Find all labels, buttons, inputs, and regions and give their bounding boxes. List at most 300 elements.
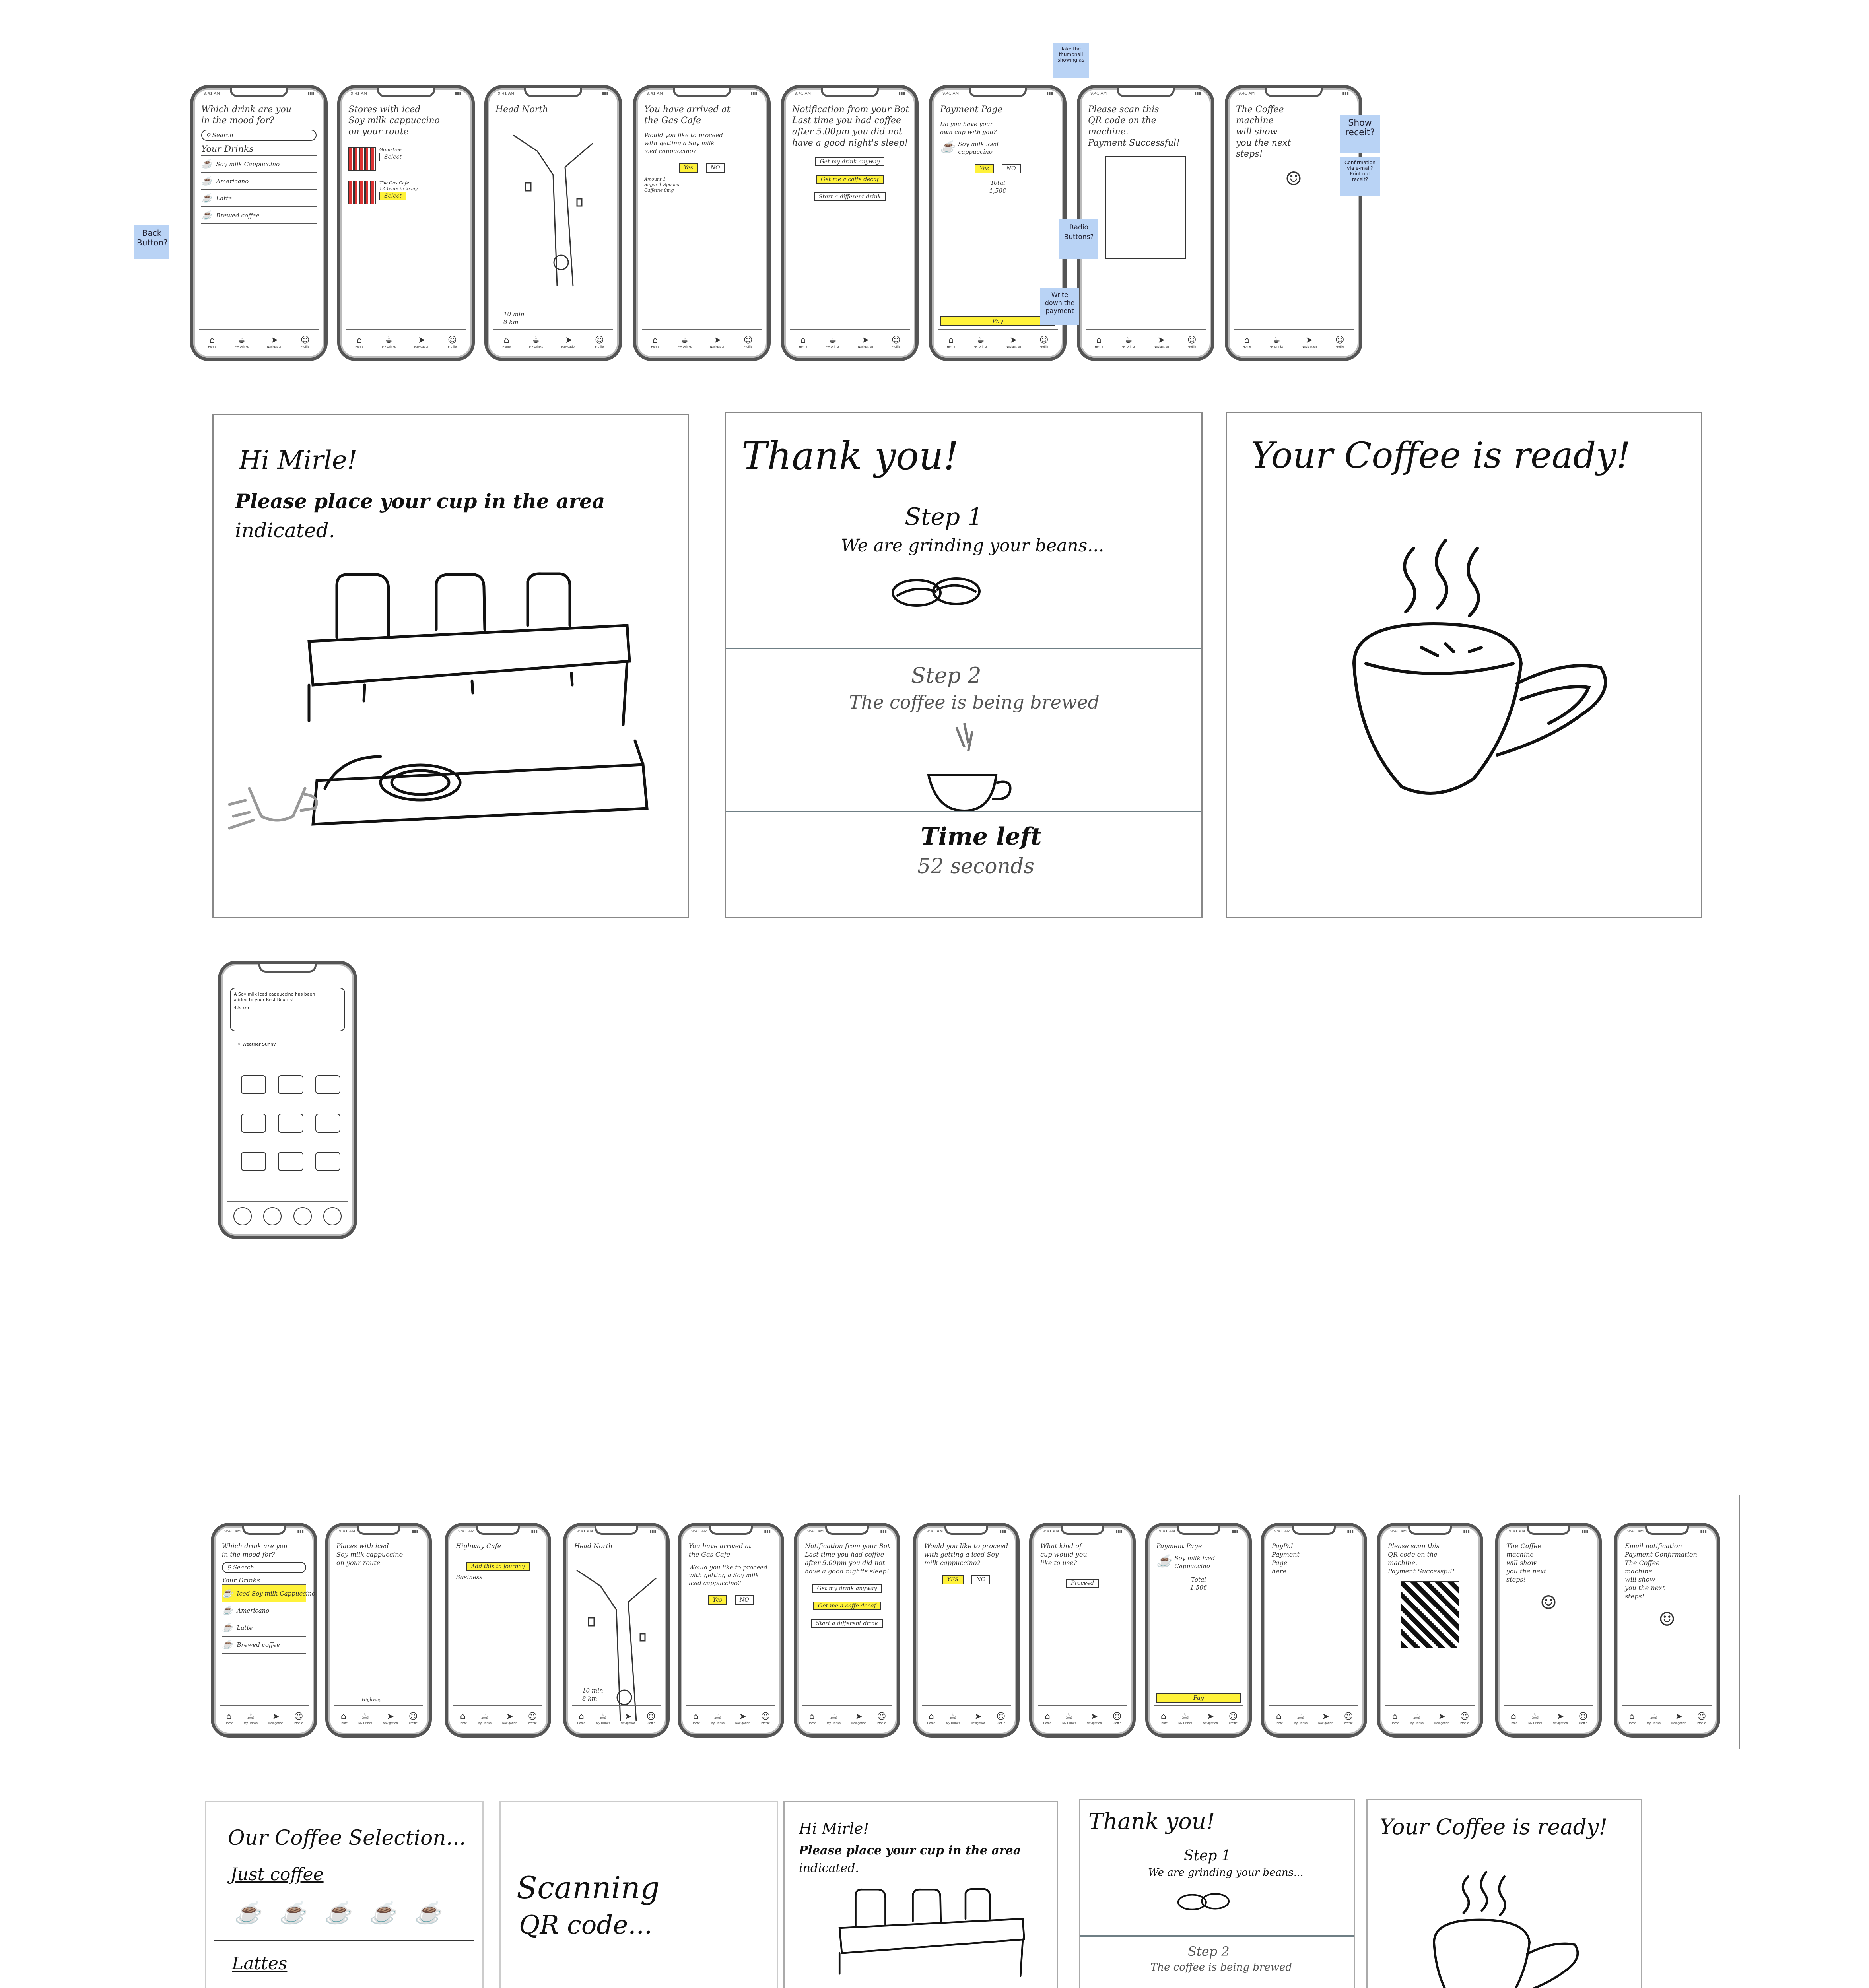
screen-text: machine. bbox=[1088, 127, 1129, 137]
step2-label: Step 2 bbox=[911, 663, 981, 688]
app-icon[interactable] bbox=[241, 1152, 266, 1171]
screen-text: QR code on the bbox=[1088, 116, 1156, 126]
nav-icon: ⌂ bbox=[1629, 1712, 1635, 1722]
nav-item[interactable] bbox=[744, 336, 753, 348]
action-button[interactable]: Add this to journey bbox=[466, 1562, 529, 1571]
nav-icon: ⌂ bbox=[356, 335, 362, 345]
ready-title: Your Coffee is ready! bbox=[1379, 1814, 1608, 1839]
screen-text: Total bbox=[1191, 1576, 1206, 1583]
nav-icon: ☕ bbox=[949, 1712, 957, 1722]
nav-label: Profile bbox=[409, 1722, 418, 1725]
nav-item[interactable] bbox=[244, 1712, 258, 1725]
nav-label: My Drinks bbox=[596, 1722, 610, 1725]
cup-icon: ☕ bbox=[222, 1623, 233, 1633]
nav-item[interactable] bbox=[1671, 1712, 1686, 1725]
battery-icon: ▮▮▮ bbox=[297, 1529, 304, 1534]
nav-item[interactable] bbox=[735, 1712, 750, 1725]
app-icon[interactable] bbox=[315, 1075, 340, 1094]
screen-text: 8 km bbox=[503, 318, 519, 326]
screen-text: with getting a Soy milk bbox=[644, 140, 715, 147]
nav-item[interactable] bbox=[973, 336, 987, 348]
nav-icon: ☺ bbox=[996, 1712, 1006, 1722]
screen-content bbox=[1088, 104, 1203, 326]
store-name: Granstree bbox=[379, 147, 402, 152]
status-time: 9:41 AM bbox=[204, 91, 220, 96]
nav-item[interactable] bbox=[1579, 1712, 1588, 1725]
cup-icon: ☕ bbox=[940, 140, 955, 154]
nav-item[interactable] bbox=[596, 1712, 610, 1725]
phone-screen-3 bbox=[445, 1523, 551, 1738]
nav-item[interactable] bbox=[826, 336, 839, 348]
nav-label: My Drinks bbox=[826, 345, 840, 348]
status-time: 9:41 AM bbox=[351, 91, 367, 96]
yes-button[interactable]: Yes bbox=[679, 163, 698, 173]
battery-icon: ▮▮▮ bbox=[764, 1529, 771, 1534]
nav-item[interactable] bbox=[528, 1712, 537, 1725]
screen-content bbox=[336, 1542, 421, 1703]
nav-item[interactable] bbox=[1460, 1712, 1469, 1725]
no-button[interactable]: NO bbox=[735, 1595, 754, 1605]
nav-item[interactable] bbox=[1121, 336, 1135, 348]
nav-item[interactable] bbox=[1159, 1712, 1168, 1725]
drink-list-item[interactable] bbox=[222, 1585, 315, 1602]
nav-label: Profile bbox=[301, 345, 310, 348]
status-time: 9:41 AM bbox=[577, 1529, 593, 1534]
nav-icon: ➤ bbox=[1556, 1712, 1564, 1722]
nav-item[interactable] bbox=[577, 1712, 585, 1725]
drink-list-item[interactable] bbox=[222, 1637, 306, 1654]
store-card[interactable] bbox=[348, 181, 464, 204]
nav-item[interactable] bbox=[877, 1712, 886, 1725]
bottom-nav bbox=[1385, 1705, 1475, 1730]
nav-item[interactable] bbox=[414, 336, 429, 348]
nav-item[interactable] bbox=[858, 336, 873, 348]
no-button[interactable]: NO bbox=[971, 1575, 991, 1584]
bottom-nav bbox=[938, 329, 1058, 354]
bottom-nav bbox=[346, 329, 466, 354]
footer-label: Highway bbox=[361, 1697, 382, 1702]
nav-item[interactable] bbox=[225, 1712, 233, 1725]
nav-item[interactable] bbox=[1269, 336, 1283, 348]
phone-screen-11 bbox=[1377, 1523, 1483, 1738]
brewing-cup-drawing bbox=[1196, 1975, 1255, 1988]
nav-item[interactable] bbox=[1039, 336, 1049, 348]
screen-text: 1,50€ bbox=[1190, 1584, 1207, 1591]
phone-screen-8 bbox=[1029, 1523, 1136, 1738]
nav-label: Profile bbox=[761, 1722, 770, 1725]
nav-icon: ☺ bbox=[761, 1712, 770, 1722]
nav-label: Navigation bbox=[561, 345, 577, 348]
nav-item[interactable] bbox=[1274, 1712, 1283, 1725]
nav-label: Navigation bbox=[970, 1722, 986, 1725]
dock-app-icon[interactable] bbox=[293, 1207, 312, 1225]
status-bar bbox=[498, 91, 608, 97]
bottom-nav bbox=[642, 329, 762, 354]
option-button[interactable]: Get me a caffe decaf bbox=[816, 175, 884, 184]
nav-item[interactable] bbox=[946, 1712, 960, 1725]
nav-label: Home bbox=[1628, 1722, 1636, 1725]
search-input[interactable]: ⚲ Search bbox=[222, 1562, 306, 1573]
status-bar bbox=[339, 1529, 418, 1535]
store-card[interactable] bbox=[348, 147, 464, 171]
nav-item[interactable] bbox=[1229, 1712, 1238, 1725]
bottom-nav bbox=[493, 329, 613, 354]
drink-list-item[interactable] bbox=[201, 173, 317, 190]
nav-label: Home bbox=[339, 1722, 348, 1725]
drink-list-item[interactable] bbox=[201, 207, 317, 224]
nav-item[interactable] bbox=[1335, 336, 1344, 348]
bottom-nav bbox=[453, 1705, 542, 1730]
ready-title: Your Coffee is ready! bbox=[1251, 435, 1631, 476]
nav-item[interactable] bbox=[267, 336, 282, 348]
nav-item[interactable] bbox=[808, 1712, 816, 1725]
status-time: 9:41 AM bbox=[1090, 91, 1107, 96]
nav-icon: ☕ bbox=[1124, 335, 1133, 345]
nav-icon: ➤ bbox=[565, 335, 573, 345]
nav-item[interactable] bbox=[301, 336, 310, 348]
nav-item[interactable] bbox=[1697, 1712, 1706, 1725]
frame-coffee-ready bbox=[1226, 412, 1702, 918]
thanks-title: Thank you! bbox=[742, 434, 959, 478]
nav-icon: ➤ bbox=[1206, 1712, 1214, 1722]
option-button[interactable]: Start a different drink bbox=[814, 192, 886, 201]
step2-text: The coffee is being brewed bbox=[1150, 1961, 1292, 1973]
yes-button[interactable]: YES bbox=[942, 1575, 964, 1584]
status-bar bbox=[204, 91, 314, 97]
nav-item[interactable] bbox=[294, 1712, 303, 1725]
nav-item[interactable] bbox=[235, 336, 249, 348]
nav-label: Profile bbox=[744, 345, 753, 348]
nav-item[interactable] bbox=[383, 1712, 398, 1725]
app-icon[interactable] bbox=[315, 1152, 340, 1171]
status-bar bbox=[1159, 1529, 1238, 1535]
nav-label: Navigation bbox=[1154, 345, 1169, 348]
nav-item[interactable] bbox=[997, 1712, 1006, 1725]
nav-icon: ⌂ bbox=[226, 1712, 232, 1722]
nav-item[interactable] bbox=[339, 1712, 348, 1725]
screen-text: you the next bbox=[1625, 1584, 1665, 1592]
nav-item[interactable] bbox=[1528, 1712, 1542, 1725]
nav-icon: ⌂ bbox=[928, 1712, 934, 1722]
drink-name: Americano bbox=[237, 1607, 270, 1614]
nav-icon: ⌂ bbox=[578, 1712, 584, 1722]
screen-text: Sugar 1 Spoons bbox=[644, 182, 680, 187]
screen-text: Head North bbox=[495, 105, 548, 115]
nav-item[interactable] bbox=[761, 1712, 770, 1725]
select-store-button[interactable]: Select bbox=[379, 192, 406, 200]
screen-text: The Coffee bbox=[1506, 1542, 1541, 1550]
nav-item[interactable] bbox=[478, 1712, 492, 1725]
app-icon[interactable] bbox=[241, 1075, 266, 1094]
nav-item[interactable] bbox=[459, 1712, 467, 1725]
phone-screen-6 bbox=[794, 1523, 900, 1738]
screen-text: will show bbox=[1236, 127, 1278, 137]
action-button[interactable]: Proceed bbox=[1066, 1579, 1099, 1588]
nav-item[interactable] bbox=[1410, 1712, 1424, 1725]
screen-text: Soy milk iced bbox=[958, 140, 999, 148]
drink-list-item[interactable] bbox=[222, 1619, 306, 1637]
store-thumbnail bbox=[348, 181, 376, 204]
nav-item[interactable] bbox=[647, 1712, 656, 1725]
app-icon[interactable] bbox=[278, 1075, 303, 1094]
app-grid bbox=[241, 1075, 340, 1178]
step2-label: Step 2 bbox=[1188, 1944, 1230, 1959]
nav-item[interactable] bbox=[268, 1712, 284, 1725]
nav-label: My Drinks bbox=[235, 345, 249, 348]
battery-icon: ▮▮▮ bbox=[307, 91, 314, 96]
nav-item[interactable] bbox=[1243, 336, 1251, 348]
cup-icon: ☕ bbox=[222, 1640, 233, 1650]
phone-screen-5 bbox=[781, 85, 919, 361]
nav-item[interactable] bbox=[1391, 1712, 1399, 1725]
nav-item[interactable] bbox=[358, 1712, 372, 1725]
nav-item[interactable] bbox=[710, 336, 725, 348]
app-icon[interactable] bbox=[241, 1114, 266, 1133]
search-placeholder: Search bbox=[233, 1564, 255, 1571]
screen-text: Would you like to proceed bbox=[644, 132, 723, 139]
option-button[interactable]: Get my drink anyway bbox=[812, 1584, 882, 1593]
screen-text: here bbox=[1272, 1567, 1286, 1575]
nav-label: My Drinks bbox=[358, 1722, 372, 1725]
screen-text: milk cappuccino? bbox=[924, 1559, 981, 1567]
cup-icon: ☕ bbox=[201, 176, 212, 186]
pay-button[interactable]: Pay bbox=[940, 316, 1055, 326]
step1-text: We are grinding your beans... bbox=[1148, 1867, 1304, 1879]
weather-text: Weather Sunny bbox=[242, 1042, 276, 1047]
nav-label: Home bbox=[355, 345, 363, 348]
screen-text: Please scan this bbox=[1388, 1542, 1440, 1550]
nav-item[interactable] bbox=[1178, 1712, 1192, 1725]
nav-item[interactable] bbox=[1509, 1712, 1517, 1725]
nav-item[interactable] bbox=[561, 336, 577, 348]
nav-item[interactable] bbox=[851, 1712, 867, 1725]
nav-icon: ➤ bbox=[862, 335, 869, 345]
phone-screen-1 bbox=[211, 1523, 317, 1738]
pay-button[interactable]: Pay bbox=[1156, 1693, 1241, 1703]
status-bar bbox=[807, 1529, 887, 1535]
bottom-nav bbox=[220, 1705, 309, 1730]
nav-label: Home bbox=[1509, 1722, 1518, 1725]
nav-item[interactable] bbox=[1113, 1712, 1122, 1725]
nav-icon: ☕ bbox=[480, 1712, 489, 1722]
nav-item[interactable] bbox=[1434, 1712, 1449, 1725]
nav-item[interactable] bbox=[892, 336, 901, 348]
nav-item[interactable] bbox=[1647, 1712, 1661, 1725]
note-show-receipt: Show receit? bbox=[1340, 115, 1380, 153]
nav-item[interactable] bbox=[621, 1712, 636, 1725]
nav-icon: ☺ bbox=[447, 335, 457, 345]
search-input[interactable]: ⚲ Search bbox=[201, 130, 317, 141]
nav-item[interactable] bbox=[1318, 1712, 1333, 1725]
screen-content bbox=[1388, 1542, 1472, 1703]
bottom-nav bbox=[1234, 329, 1354, 354]
screen-text: What kind of bbox=[1040, 1542, 1082, 1550]
nav-label: My Drinks bbox=[973, 345, 988, 348]
nav-item[interactable] bbox=[1187, 336, 1197, 348]
option-button[interactable]: Start a different drink bbox=[811, 1619, 883, 1628]
drink-name: Americano bbox=[216, 177, 249, 185]
yes-button[interactable]: Yes bbox=[708, 1595, 727, 1605]
nav-label: Home bbox=[808, 1722, 816, 1725]
nav-icon: ☺ bbox=[743, 335, 753, 345]
screen-text: machine bbox=[1625, 1567, 1652, 1575]
screen-content bbox=[574, 1542, 659, 1703]
screen-text: the Gas Cafe bbox=[689, 1551, 731, 1558]
yes-button[interactable]: Yes bbox=[975, 164, 994, 173]
nav-label: Home bbox=[692, 1722, 700, 1725]
weather-widget: ☼ Weather Sunny bbox=[237, 1042, 276, 1047]
nav-item[interactable] bbox=[1553, 1712, 1568, 1725]
nav-icon: ☺ bbox=[1335, 335, 1344, 345]
nav-item[interactable] bbox=[355, 336, 363, 348]
lock-notification[interactable] bbox=[230, 988, 345, 1031]
bottom-nav bbox=[1086, 329, 1206, 354]
nav-label: Navigation bbox=[1006, 345, 1021, 348]
nav-item[interactable] bbox=[1203, 1712, 1218, 1725]
app-icon[interactable] bbox=[278, 1152, 303, 1171]
nav-label: Profile bbox=[877, 1722, 886, 1725]
screen-text: Last time you had coffee bbox=[792, 116, 901, 126]
nav-label: Home bbox=[927, 1722, 936, 1725]
option-button[interactable]: Get me a caffe decaf bbox=[813, 1602, 881, 1610]
nav-icon: ☕ bbox=[237, 335, 246, 345]
option-button[interactable]: Get my drink anyway bbox=[815, 157, 885, 166]
nav-label: Navigation bbox=[1552, 1722, 1568, 1725]
nav-label: Navigation bbox=[1671, 1722, 1686, 1725]
nav-icon: ☕ bbox=[976, 335, 985, 345]
frame-thank-you bbox=[725, 412, 1203, 918]
select-store-button[interactable]: Select bbox=[379, 153, 406, 161]
screen-text: PayPal bbox=[1272, 1542, 1293, 1550]
screen-text: Soy milk cappuccino bbox=[336, 1551, 403, 1558]
drink-name: Brewed coffee bbox=[237, 1641, 280, 1648]
nav-item[interactable] bbox=[1154, 336, 1169, 348]
battery-icon: ▮▮▮ bbox=[649, 1529, 656, 1534]
nav-label: Navigation bbox=[414, 345, 429, 348]
nav-item[interactable] bbox=[1344, 1712, 1353, 1725]
nav-icon: ⌂ bbox=[1044, 1712, 1050, 1722]
screen-text: Notification from your Bot bbox=[805, 1542, 890, 1550]
screen-text: Soy milk iced bbox=[1174, 1555, 1215, 1562]
nav-icon: ⌂ bbox=[1510, 1712, 1516, 1722]
screen-text: you the next bbox=[1506, 1567, 1546, 1575]
screen-text: Which drink are you bbox=[201, 105, 291, 115]
nav-label: Profile bbox=[1113, 1722, 1121, 1725]
screen-content bbox=[456, 1542, 540, 1703]
nav-item[interactable] bbox=[409, 1712, 418, 1725]
nav-label: My Drinks bbox=[827, 1722, 841, 1725]
frame-coffee-selection bbox=[205, 1801, 484, 1988]
dock-app-icon[interactable] bbox=[263, 1207, 282, 1225]
step1-label: Step 1 bbox=[905, 503, 983, 531]
nav-item[interactable] bbox=[692, 1712, 700, 1725]
coffee-beans-drawing bbox=[1176, 1890, 1232, 1914]
nav-item[interactable] bbox=[799, 336, 807, 348]
nav-icon: ☺ bbox=[1344, 1712, 1353, 1722]
nav-label: Home bbox=[799, 345, 807, 348]
screen-text: with getting a Soy milk bbox=[689, 1572, 759, 1579]
dock-app-icon[interactable] bbox=[323, 1207, 342, 1225]
status-bar bbox=[927, 1529, 1006, 1535]
no-button[interactable]: NO bbox=[1002, 164, 1021, 173]
status-bar bbox=[647, 91, 757, 97]
screen-text: you the next bbox=[1236, 138, 1291, 148]
no-button[interactable]: NO bbox=[706, 163, 725, 173]
nav-item[interactable] bbox=[502, 1712, 517, 1725]
selection-title: Our Coffee Selection... bbox=[228, 1826, 466, 1850]
nav-icon: ⌂ bbox=[209, 335, 215, 345]
drink-list-item[interactable] bbox=[222, 1602, 306, 1619]
bottom-nav bbox=[199, 329, 319, 354]
nav-item[interactable] bbox=[1302, 336, 1317, 348]
nav-label: Navigation bbox=[1086, 1722, 1102, 1725]
nav-item[interactable] bbox=[827, 1712, 841, 1725]
nav-item[interactable] bbox=[1087, 1712, 1102, 1725]
nav-item[interactable] bbox=[448, 336, 457, 348]
screen-content bbox=[1040, 1542, 1125, 1703]
nav-item[interactable] bbox=[502, 336, 511, 348]
app-icon[interactable] bbox=[315, 1114, 340, 1133]
nav-item[interactable] bbox=[1043, 1712, 1051, 1725]
status-time: 9:41 AM bbox=[942, 91, 959, 96]
phone-notch bbox=[258, 964, 317, 973]
nav-item[interactable] bbox=[1006, 336, 1021, 348]
screen-text: Please scan this bbox=[1088, 105, 1159, 115]
drink-list-item[interactable] bbox=[201, 190, 317, 207]
status-time: 9:41 AM bbox=[1509, 1529, 1525, 1534]
nav-item[interactable] bbox=[1095, 336, 1103, 348]
nav-label: Home bbox=[1043, 1722, 1052, 1725]
nav-label: Home bbox=[1274, 1722, 1283, 1725]
row2-right-border bbox=[1739, 1495, 1740, 1749]
nav-item[interactable] bbox=[595, 336, 604, 348]
nav-item[interactable] bbox=[678, 336, 692, 348]
screen-text: iced cappuccino? bbox=[644, 148, 696, 155]
screen-text: on your route bbox=[348, 127, 409, 137]
screen-text: after 5.00pm you did not bbox=[805, 1559, 885, 1567]
nav-item[interactable] bbox=[711, 1712, 725, 1725]
nav-label: Home bbox=[651, 345, 659, 348]
nav-item[interactable] bbox=[947, 336, 955, 348]
bottom-nav bbox=[572, 1705, 661, 1730]
nav-item[interactable] bbox=[927, 1712, 935, 1725]
nav-label: My Drinks bbox=[529, 345, 543, 348]
status-time: 9:41 AM bbox=[1627, 1529, 1644, 1534]
nav-label: My Drinks bbox=[1062, 1722, 1076, 1725]
nav-item[interactable] bbox=[208, 336, 216, 348]
nav-item[interactable] bbox=[651, 336, 659, 348]
app-icon[interactable] bbox=[278, 1114, 303, 1133]
nav-item[interactable] bbox=[529, 336, 543, 348]
screen-text: own cup with you? bbox=[940, 128, 997, 136]
cup-icon: ☕ bbox=[1156, 1554, 1172, 1568]
nav-item[interactable] bbox=[1628, 1712, 1636, 1725]
nav-item[interactable] bbox=[1062, 1712, 1076, 1725]
nav-item[interactable] bbox=[382, 336, 396, 348]
nav-icon: ➤ bbox=[1675, 1712, 1682, 1722]
drink-list-item[interactable] bbox=[201, 156, 317, 173]
coffee-machine-drawing bbox=[785, 1882, 1059, 1988]
nav-item[interactable] bbox=[1294, 1712, 1308, 1725]
nav-icon: ➤ bbox=[974, 1712, 982, 1722]
nav-label: Profile bbox=[1229, 1722, 1238, 1725]
frame-scanning bbox=[499, 1801, 778, 1988]
nav-item[interactable] bbox=[971, 1712, 986, 1725]
screen-content bbox=[1625, 1542, 1709, 1703]
nav-icon: ➤ bbox=[714, 335, 721, 345]
phone-screen-3 bbox=[484, 85, 622, 361]
dock-app-icon[interactable] bbox=[233, 1207, 252, 1225]
